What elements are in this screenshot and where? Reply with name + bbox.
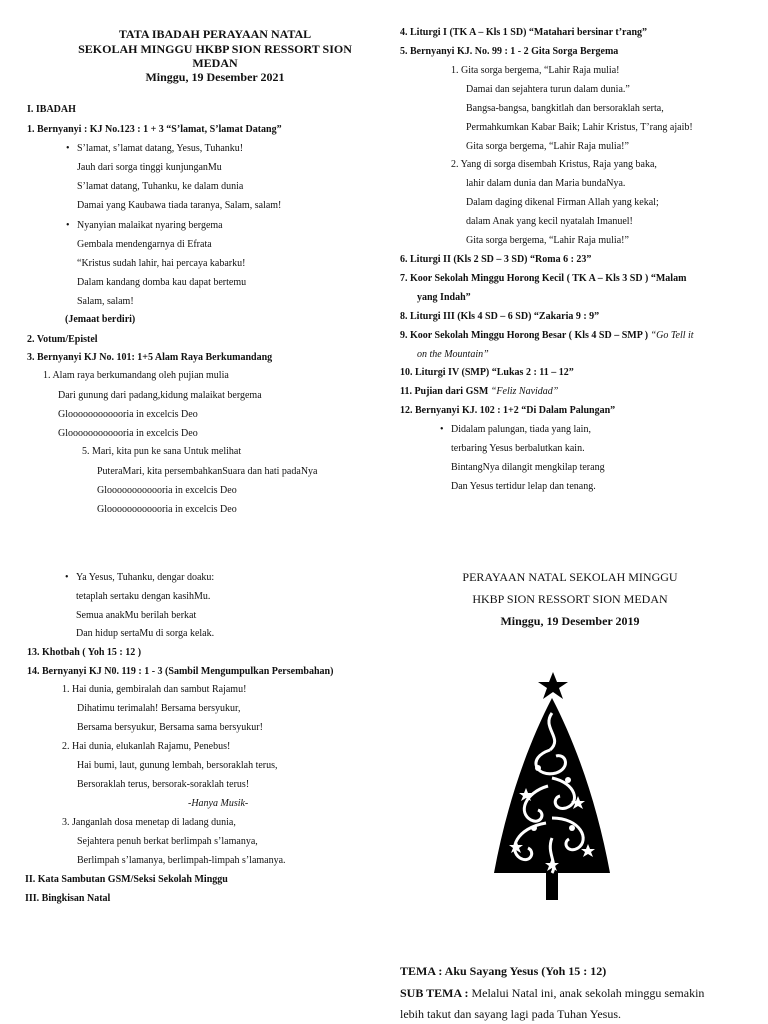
- hymn1-verse2-line: • Nyanyian malaikat nyaring bergema: [77, 220, 223, 231]
- item-10: 10. Liturgi IV (SMP) “Lukas 2 : 11 – 12”: [400, 367, 574, 378]
- hymn5-line: Damai dan sejahtera turun dalam dunia.”: [466, 84, 630, 95]
- hymn1-verse2-line: Dalam kandang domba kau dapat bertemu: [77, 277, 247, 288]
- hymn1-verse1-line: S’lamat datang, Tuhanku, ke dalam dunia: [77, 181, 244, 192]
- cover-date: Minggu, 19 Desember 2019: [500, 614, 640, 628]
- hymn3-line: Gloooooooooooria in excelcis Deo: [97, 504, 237, 515]
- item-1-title: 1. Bernyanyi : KJ No.123 : 1 + 3 “S’lamat, S’lamat Datang”: [27, 124, 282, 135]
- hymn14-line: Sejahtera penuh berkat berlimpah s’lamanya,: [77, 836, 258, 847]
- section-ibadah: I. IBADAH: [27, 104, 76, 115]
- hymn12-line: • Didalam palungan, tiada yang lain,: [451, 424, 591, 435]
- hymn5-line: dalam Anak yang kecil nyatalah Imanuel!: [466, 216, 633, 227]
- sub-tema-text: Melalui Natal ini, anak sekolah minggu semakin: [471, 986, 705, 1000]
- hymn12-line: Dan Yesus tertidur lelap dan tenang.: [451, 481, 596, 492]
- hymn14-line: Bersoraklah terus, bersorak-soraklah terus!: [77, 779, 250, 790]
- item-7: 7. Koor Sekolah Minggu Horong Kecil ( TK A – Kls 3 SD ) “Malam: [400, 273, 687, 284]
- christmas-tree-icon: [486, 668, 616, 900]
- hymn14-line: Hai bumi, laut, gunung lembah, bersoraklah terus,: [77, 760, 278, 771]
- item-11-text: 11. Pujian dari GSM: [400, 386, 491, 397]
- section-kata-sambutan: II. Kata Sambutan GSM/Seksi Sekolah Minggu: [25, 874, 228, 885]
- hymn5-line: Permahkumkan Kabar Baik; Lahir Kristus, T’rang ajaib!: [466, 122, 693, 133]
- item-5: 5. Bernyanyi KJ. No. 99 : 1 - 2 Gita Sorga Bergema: [400, 46, 619, 57]
- hymn5-line: lahir dalam dunia dan Maria bundaNya.: [466, 178, 626, 189]
- hymn3-line: 5. Mari, kita pun ke sana Untuk melihat: [82, 446, 242, 457]
- item-9: [400, 330, 694, 341]
- hymn5-line: Gita sorga bergema, “Lahir Raja mulia!”: [466, 235, 629, 246]
- item-8: 8. Liturgi III (Kls 4 SD – 6 SD) “Zakaria 9 : 9”: [400, 311, 600, 322]
- hymn3-line: Gloooooooooooria in excelcis Deo: [58, 428, 198, 439]
- hymn1-verse2-line: Salam, salam!: [77, 296, 134, 307]
- hymn5-line: Dalam daging dikenal Firman Allah yang kekal;: [466, 197, 659, 208]
- hymn12-line: terbaring Yesus berbalutkan kain.: [451, 443, 585, 454]
- hymn5-line: Gita sorga bergema, “Lahir Raja mulia!”: [466, 141, 629, 152]
- hymn1-verse1-line: Jauh dari sorga tinggi kunjunganMu: [77, 162, 222, 173]
- hymn5-line: Bangsa-bangsa, bangkitlah dan bersoraklah serta,: [466, 103, 664, 114]
- item-14: 14. Bernyanyi KJ N0. 119 : 1 - 3 (Sambil Mengumpulkan Persembahan): [27, 666, 334, 677]
- hymn1-verse1-line: • S’lamat, s’lamat datang, Yesus, Tuhanku!: [77, 143, 243, 154]
- item-12: 12. Bernyanyi KJ. 102 : 1+2 “Di Dalam Palungan”: [400, 405, 616, 416]
- item-13: 13. Khotbah ( Yoh 15 : 12 ): [27, 647, 142, 658]
- hymn3-line: Dari gunung dari padang,kidung malaikat bergema: [58, 390, 262, 401]
- section-bingkisan: III. Bingkisan Natal: [25, 893, 111, 904]
- header-title-line2: SEKOLAH MINGGU HKBP SION RESSORT SION: [78, 42, 352, 56]
- item-7-cont: yang Indah”: [417, 292, 471, 303]
- hymn3-line: 1. Alam raya berkumandang oleh pujian mulia: [43, 370, 229, 381]
- cover-title-1: PERAYAAN NATAL SEKOLAH MINGGU: [462, 570, 678, 584]
- hymn14-line: 2. Hai dunia, elukanlah Rajamu, Penebus!: [62, 741, 231, 752]
- hymn3-line: Gloooooooooooria in excelcis Deo: [58, 409, 198, 420]
- hymn5-line: 2. Yang di sorga disembah Kristus, Raja yang baka,: [451, 159, 657, 170]
- item-11-song: “Feliz Navidad”: [490, 386, 559, 397]
- item-6: 6. Liturgi II (Kls 2 SD – 3 SD) “Roma 6 : 23”: [400, 254, 592, 265]
- hymn3-line: PuteraMari, kita persembahkanSuara dan hati padaNya: [97, 466, 318, 477]
- item-3: 3. Bernyanyi KJ No. 101: 1+5 Alam Raya Berkumandang: [27, 352, 273, 363]
- prayer-line: Semua anakMu berilah berkat: [76, 610, 197, 621]
- hymn14-line: 3. Janganlah dosa menetap di ladang dunia,: [62, 817, 236, 828]
- tema: TEMA : Aku Sayang Yesus (Yoh 15 : 12): [400, 964, 607, 978]
- sub-tema: [400, 986, 704, 1001]
- item-9-song: “Go Tell it: [650, 330, 694, 341]
- hymn14-line: Bersama bersyukur, Bersama sama bersyukur!: [77, 722, 263, 733]
- prayer-line: Dan hidup sertaMu di sorga kelak.: [76, 628, 215, 639]
- hymn14-line: 1. Hai dunia, gembiralah dan sambut Rajamu!: [62, 684, 247, 695]
- item-2: 2. Votum/Epistel: [27, 334, 98, 345]
- item-4: 4. Liturgi I (TK A – Kls 1 SD) “Matahari bersinar t’rang”: [400, 27, 648, 38]
- hymn14-line: Dihatimu terimalah! Bersama bersyukur,: [77, 703, 241, 714]
- prayer-line: • Ya Yesus, Tuhanku, dengar doaku:: [76, 572, 214, 583]
- header-title-line3: MEDAN: [192, 56, 238, 70]
- hymn12-line: BintangNya dilangit mengkilap terang: [451, 462, 605, 473]
- item-11: [400, 386, 558, 397]
- sub-tema-label: SUB TEMA :: [400, 986, 472, 1000]
- header-title-line1: TATA IBADAH PERAYAAN NATAL: [118, 27, 312, 41]
- sub-tema-text-2: lebih takut dan sayang lagi pada Tuhan Yesus.: [400, 1007, 621, 1021]
- cover-title-2: HKBP SION RESSORT SION MEDAN: [472, 592, 668, 606]
- hymn1-verse2-line: Gembala mendengarnya di Efrata: [77, 239, 212, 250]
- hymn1-verse1-line: Damai yang Kaubawa tiada taranya, Salam, salam!: [77, 200, 282, 211]
- jemaat-berdiri: (Jemaat berdiri): [65, 314, 136, 325]
- hymn14-line: Berlimpah s’lamanya, berlimpah-limpah s’lamanya.: [77, 855, 286, 866]
- hymn3-line: Gloooooooooooria in excelcis Deo: [97, 485, 237, 496]
- item-9-cont: on the Mountain”: [417, 349, 489, 360]
- prayer-line: tetaplah sertaku dengan kasihMu.: [76, 591, 211, 602]
- item-9-text: 9. Koor Sekolah Minggu Horong Besar ( Kls 4 SD – SMP ): [400, 330, 651, 341]
- hymn1-verse2-line: “Kristus sudah lahir, hai percaya kabarku!: [77, 258, 246, 269]
- hymn5-line: 1. Gita sorga bergema, “Lahir Raja mulia!: [451, 65, 620, 76]
- header-date: Minggu, 19 Desember 2021: [145, 70, 285, 84]
- hanya-musik: -Hanya Musik-: [188, 798, 249, 809]
